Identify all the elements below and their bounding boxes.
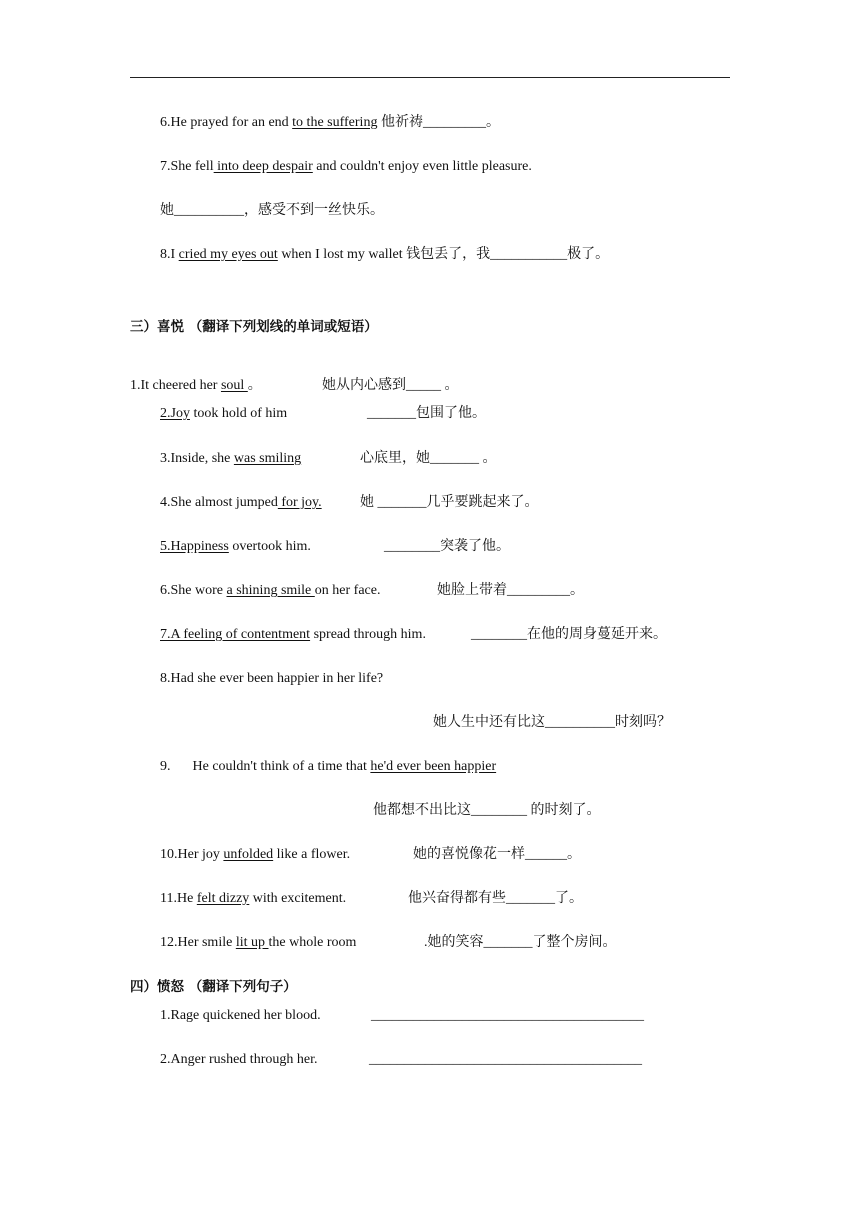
- s3-item-3-zh: 心底里，她_______ 。: [360, 451, 497, 466]
- s3-item-9-en: 9. He couldn't think of a time that he'd ever been happier: [160, 759, 497, 774]
- s4-item-2-en: 2.Anger rushed through her.: [160, 1052, 318, 1067]
- s4-item-2-blank[interactable]: _______________________________________: [369, 1052, 642, 1067]
- s3-item-11-zh: 他兴奋得都有些_______了。: [408, 891, 583, 906]
- s3-item-4-en: 4.She almost jumped for joy.: [160, 495, 322, 510]
- s4-item-1-blank[interactable]: _______________________________________: [371, 1008, 644, 1023]
- s3-item-3-en: 3.Inside, she was smiling: [160, 451, 302, 466]
- s3-item-10-zh: 她的喜悦像花一样______。: [413, 847, 581, 862]
- s3-item-7-zh: ________在他的周身蔓延开来。: [471, 627, 667, 642]
- section-3-heading: 三）喜悦 （翻译下列划线的单词或短语）: [130, 319, 378, 335]
- s3-item-9-zh: 他都想不出比这________ 的时刻了。: [373, 803, 601, 818]
- s3-item-7-en: 7.A feeling of contentment spread through him.: [160, 627, 426, 642]
- s3-item-6-en: 6.She wore a shining smile on her face.: [160, 583, 381, 598]
- s3-item-6-zh: 她脸上带着_________。: [437, 583, 584, 598]
- s3-item-8-en: 8.Had she ever been happier in her life?: [160, 671, 384, 686]
- s3-item-12-zh: .她的笑容_______了整个房间。: [424, 935, 617, 950]
- s3-item-10-en: 10.Her joy unfolded like a flower.: [160, 847, 351, 862]
- s3-item-1-zh: 她从内心感到_____ 。: [322, 378, 459, 393]
- s3-item-2-en: 2.Joy took hold of him: [160, 406, 288, 421]
- s3-item-11-en: 11.He felt dizzy with excitement.: [160, 891, 347, 906]
- section-4-heading: 四）愤怒 （翻译下列句子）: [130, 979, 297, 995]
- s3-item-5-zh: ________突袭了他。: [384, 539, 510, 554]
- item-6-suffering: 6.He prayed for an end to the suffering 他祈祷_________。: [160, 115, 500, 130]
- s3-item-4-zh: 她 _______几乎要跳起来了。: [360, 495, 539, 510]
- s3-item-1-en: 1.It cheered her soul 。: [130, 378, 262, 393]
- s3-item-5-en: 5.Happiness overtook him.: [160, 539, 311, 554]
- s4-item-1-en: 1.Rage quickened her blood.: [160, 1008, 321, 1023]
- item-8-cried: 8.I cried my eyes out when I lost my wallet 钱包丢了，我___________极了。: [160, 247, 610, 262]
- s3-item-12-en: 12.Her smile lit up the whole room: [160, 935, 357, 950]
- header-rule: [130, 77, 730, 78]
- s3-item-8-zh: 她人生中还有比这__________时刻吗？: [433, 715, 671, 730]
- item-7-translation: 她__________，感受不到一丝快乐。: [160, 203, 384, 218]
- item-7-despair: 7.She fell into deep despair and couldn't enjoy even little pleasure.: [160, 159, 532, 174]
- s3-item-2-zh: _______包围了他。: [367, 406, 486, 421]
